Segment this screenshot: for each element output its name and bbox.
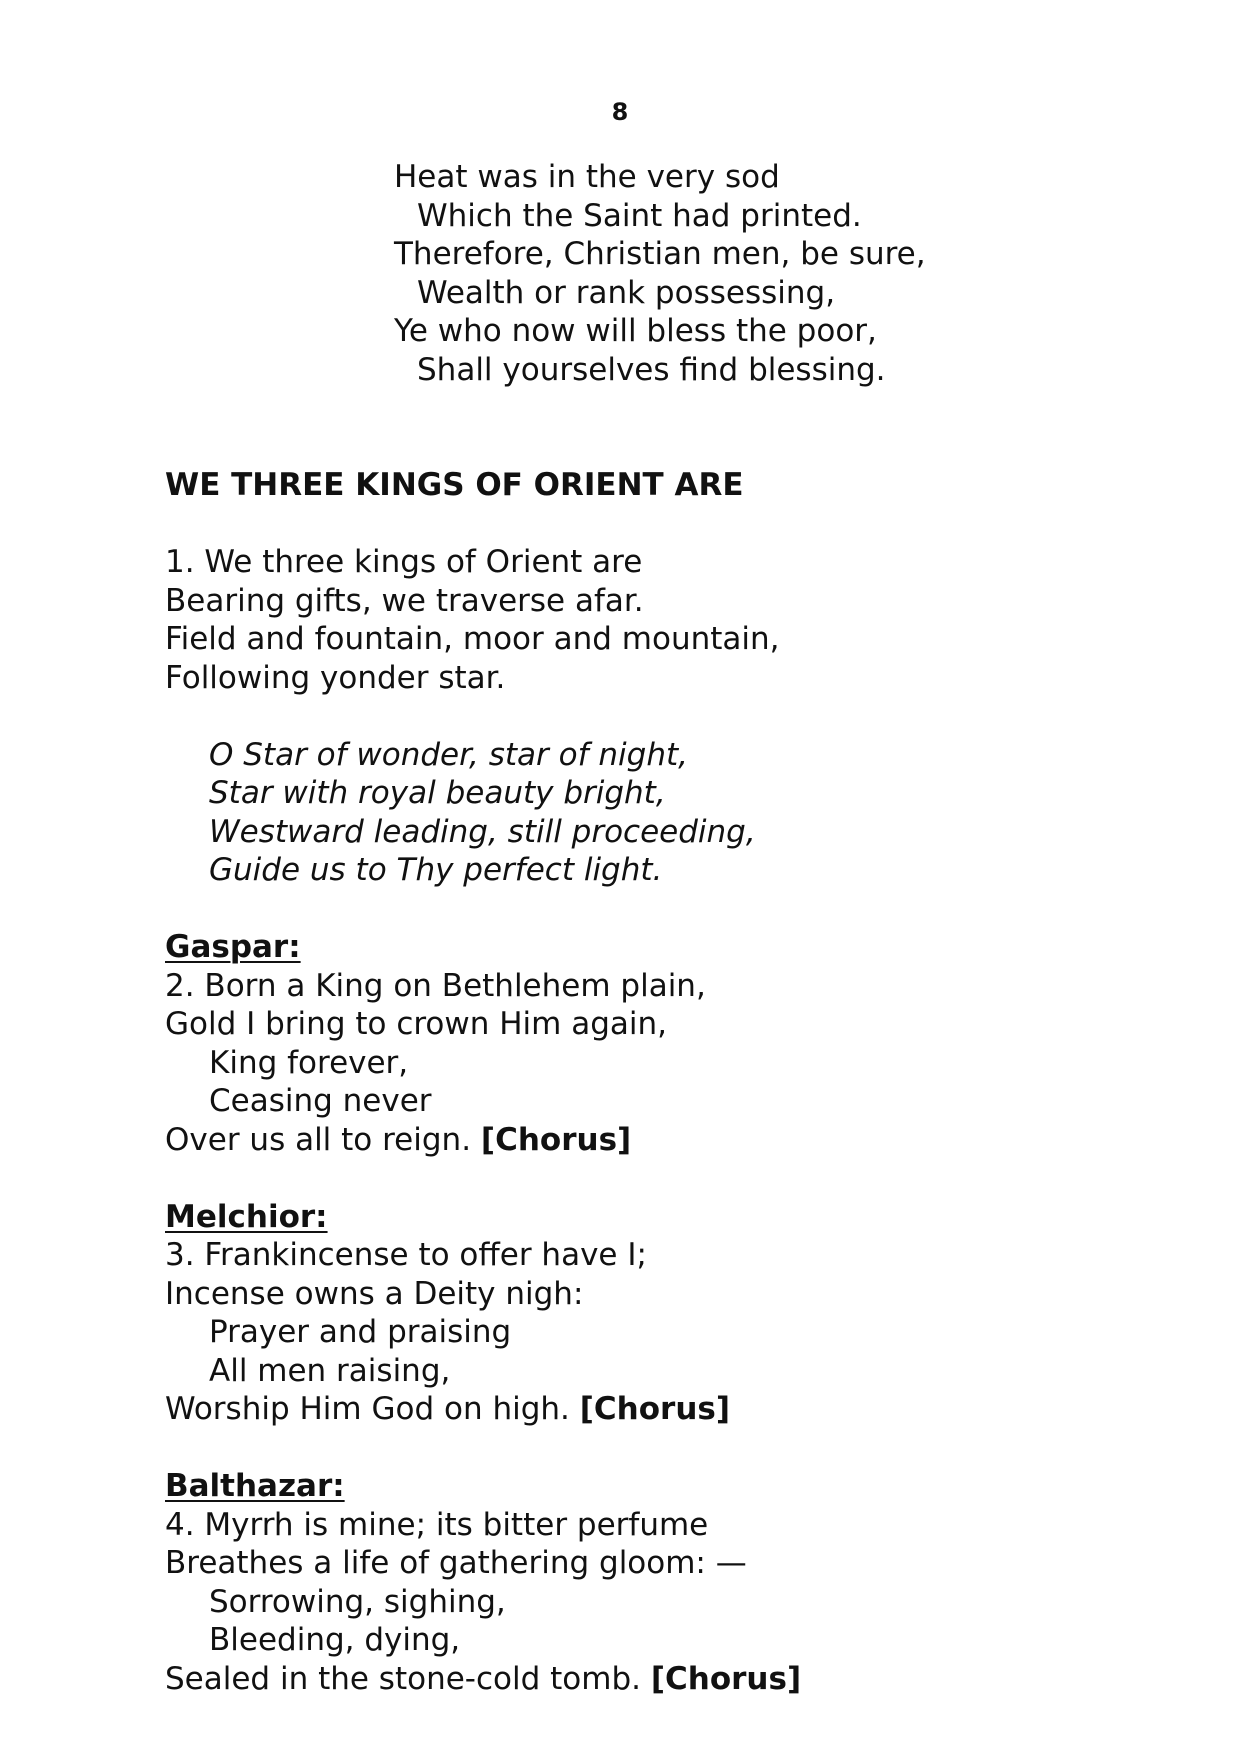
carol-we-three-kings bbox=[165, 466, 1165, 1698]
verse-line: Which the Saint had printed. bbox=[417, 197, 862, 234]
verse-2-gaspar bbox=[165, 928, 1165, 1159]
verse-1 bbox=[165, 543, 1165, 697]
verse-line: All men raising, bbox=[209, 1352, 451, 1389]
verse-line: Breathes a life of gathering gloom: — bbox=[165, 1545, 747, 1581]
chorus-line: Guide us to Thy perfect light. bbox=[209, 852, 663, 888]
verse-line: Bleeding, dying, bbox=[209, 1622, 461, 1658]
verse-4-balthazar bbox=[165, 1467, 1165, 1698]
verse-line-text: Over us all to reign. bbox=[165, 1121, 472, 1158]
chorus bbox=[165, 736, 1165, 890]
verse-line: Ceasing never bbox=[209, 1083, 432, 1119]
verse-line: Shall yourselves find blessing. bbox=[417, 351, 886, 388]
verse-line: 1. We three kings of Orient are bbox=[165, 544, 643, 580]
verse-line-text: Sealed in the stone-cold tomb. bbox=[165, 1660, 641, 1697]
verse-line bbox=[165, 1660, 1165, 1699]
verse-line: Heat was in the very sod bbox=[394, 159, 780, 195]
carol-title: WE THREE KINGS OF ORIENT ARE bbox=[165, 467, 744, 503]
chorus-line: O Star of wonder, star of night, bbox=[209, 736, 688, 773]
verse-line bbox=[165, 1121, 1165, 1160]
verse-line: 2. Born a King on Bethlehem plain, bbox=[165, 967, 706, 1004]
page-number: 8 bbox=[611, 98, 629, 126]
verse-line: Following yonder star. bbox=[165, 659, 506, 696]
chorus-tag: [Chorus] bbox=[480, 1121, 632, 1158]
verse-line: 3. Frankincense to offer have I; bbox=[165, 1237, 647, 1273]
chorus-line: Westward leading, still proceeding, bbox=[209, 813, 756, 850]
verse-line bbox=[165, 1390, 1165, 1429]
verse-line: Bearing gifts, we traverse afar. bbox=[165, 582, 644, 619]
verse-line: Prayer and praising bbox=[209, 1314, 512, 1350]
chorus-tag: [Chorus] bbox=[650, 1660, 802, 1697]
verse-line: 4. Myrrh is mine; its bitter perfume bbox=[165, 1506, 709, 1543]
verse-line-text: Worship Him God on high. bbox=[165, 1391, 570, 1427]
verse-line: Wealth or rank possessing, bbox=[417, 274, 836, 311]
verse-line: Gold I bring to crown Him again, bbox=[165, 1006, 668, 1042]
chorus-line: Star with royal beauty bright, bbox=[209, 775, 666, 811]
verse-line: King forever, bbox=[209, 1044, 409, 1081]
chorus-tag: [Chorus] bbox=[579, 1391, 731, 1427]
verse-line: Field and fountain, moor and mountain, bbox=[165, 621, 780, 657]
verse-line: Ye who now will bless the poor, bbox=[394, 313, 877, 349]
speaker-heading: Melchior: bbox=[165, 1198, 328, 1235]
speaker-heading: Balthazar: bbox=[165, 1468, 345, 1504]
previous-carol-verse bbox=[394, 158, 926, 389]
verse-line: Therefore, Christian men, be sure, bbox=[394, 236, 926, 272]
verse-line: Incense owns a Deity nigh: bbox=[165, 1275, 584, 1312]
verse-line: Sorrowing, sighing, bbox=[209, 1583, 506, 1620]
verse-3-melchior bbox=[165, 1198, 1165, 1429]
speaker-heading: Gaspar: bbox=[165, 929, 301, 965]
